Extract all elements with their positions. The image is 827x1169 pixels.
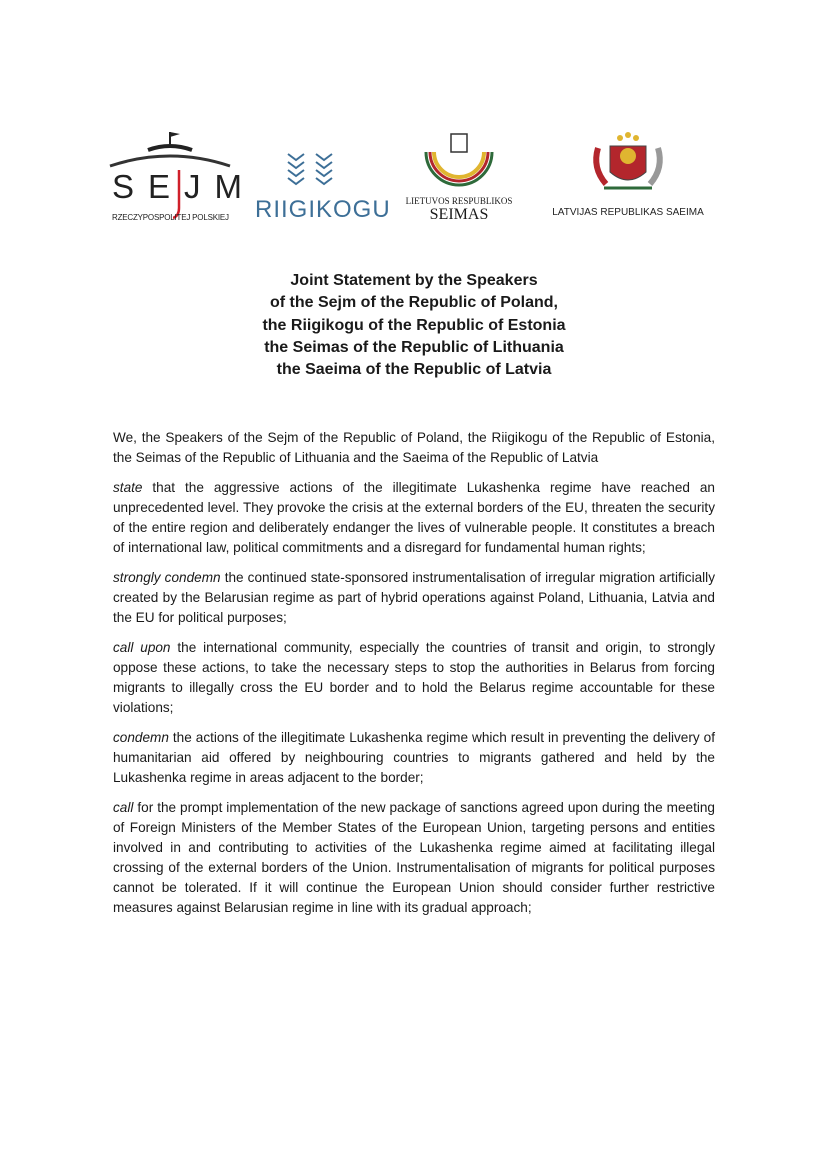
paragraph [113,728,715,788]
paragraph-lead: state [113,480,143,495]
title-line: the Seimas of the Republic of Lithuania [264,338,564,356]
sejm-logo-subtitle: RZECZYPOSPOLITEJ POLSKIEJ [112,213,229,222]
seimas-emblem-icon [404,128,514,194]
paragraph [113,798,715,918]
seimas-logo-line2: SEIMAS [429,206,489,223]
seimas-logo-line1: LIETUVOS RESPUBLIKOS [405,196,513,206]
paragraph-lead: strongly condemn [113,570,221,585]
logo-row [108,128,718,228]
title-line: the Riigikogu of the Republic of Estonia [262,316,566,334]
paragraph [113,478,715,558]
paragraph-lead: call upon [113,640,171,655]
paragraph-lead: condemn [113,730,169,745]
latvia-coat-of-arms-icon [538,128,718,203]
saeima-logo-text: LATVIJAS REPUBLIKAS SAEIMA [552,207,704,218]
paragraph [113,568,715,628]
paragraph-text: We, the Speakers of the Sejm of the Republic of Poland, the Riigikogu of the Republic of Estonia, the Seimas of the Republic of Lithuania and the Saeima of the Republic of Latvia [113,430,715,465]
document-title [150,270,678,381]
riigikogu-logo-text: RIIGIKOGU [255,196,391,223]
paragraph [113,638,715,718]
title-line: Joint Statement by the Speakers [290,272,538,289]
paragraph-text: the actions of the illegitimate Lukashenka regime which result in preventing the delivery of humanitarian aid offered by neighbouring countries to migrants gathered and held by the Lukashenka regime in areas adjacent to the border; [113,730,715,785]
paragraph-text: the international community, especially the countries of transit and origin, to strongly oppose these actions, to take the necessary steps to stop the authorities in Belarus from forcing migrants to illegally cross the EU border and to hold the Belarus regime accountable for these violations; [113,640,715,715]
title-line: the Saeima of the Republic of Latvia [276,361,552,379]
paragraph-text: that the aggressive actions of the illegitimate Lukashenka regime have reached an unprecedented level. They provoke the crisis at the external borders of the EU, threaten the security of the entire region and deliberately endanger the lives of vulnerable people. It constitutes a breach of international law, political commitments and a disregard for fundamental human rights; [113,480,715,555]
paragraph-text: the continued state-sponsored instrumentalisation of irregular migration artificially created by the Belarusian regime as part of hybrid operations against Poland, Lithuania, Latvia and the EU for political purposes; [113,570,715,625]
sejm-dome-icon [108,128,233,173]
paragraph [113,428,715,468]
paragraph-text: for the prompt implementation of the new package of sanctions agreed upon during the meeting of Foreign Ministers of the Member States of the European Union, targeting persons and entities involved in and contributing to activities of the Lukashenka regime aimed at facilitating illegal crossing of the external borders of the Union. Instrumentalisation of migrants for political purposes cannot be tolerated. If it will continue the European Union should consider further restrictive measures against Belarusian regime in line with its gradual approach; [113,800,715,915]
document-body [113,428,715,928]
riigikogu-emblem-icon [286,150,366,190]
paragraph-lead: call [113,800,134,815]
sejm-logo-text: SEJM [112,168,257,205]
title-line: of the Sejm of the Republic of Poland, [269,294,558,312]
